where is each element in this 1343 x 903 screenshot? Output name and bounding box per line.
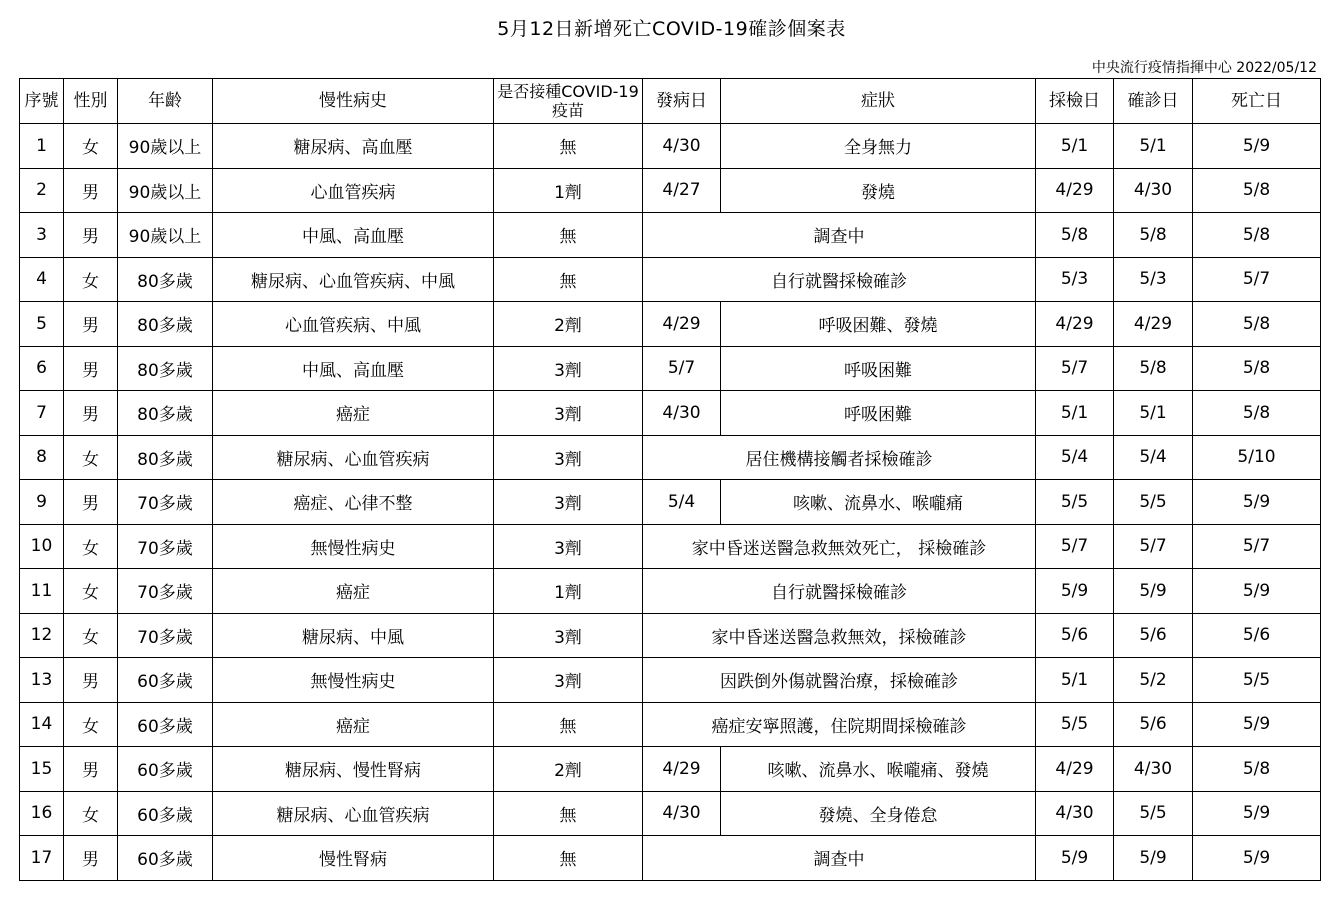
cell-confirm: 5/7 [1114, 524, 1193, 569]
cell-confirm: 4/30 [1114, 747, 1193, 792]
cell-seq: 11 [20, 569, 64, 614]
header-death: 死亡日 [1193, 79, 1321, 124]
cell-symptoms: 咳嗽、流鼻水、喉嚨痛 [721, 480, 1036, 525]
cell-onset: 5/4 [643, 480, 721, 525]
cell-history: 糖尿病、慢性腎病 [213, 747, 494, 792]
table-row [20, 747, 1321, 792]
cell-onset-symptoms-merged: 癌症安寧照護，住院期間採檢確診 [643, 702, 1036, 747]
table-row [20, 302, 1321, 347]
cell-age: 60多歲 [118, 747, 213, 792]
cell-sex: 男 [64, 480, 118, 525]
cell-seq: 5 [20, 302, 64, 347]
header-history: 慢性病史 [213, 79, 494, 124]
cell-death: 5/10 [1193, 435, 1321, 480]
cell-test: 4/30 [1036, 791, 1114, 836]
cell-test: 5/1 [1036, 658, 1114, 703]
header-vaccine: 是否接種COVID-19疫苗 [494, 79, 643, 124]
cell-seq: 6 [20, 346, 64, 391]
cell-vaccine: 3劑 [494, 480, 643, 525]
cell-age: 80多歲 [118, 391, 213, 436]
header-symptoms: 症狀 [721, 79, 1036, 124]
table-row [20, 346, 1321, 391]
cell-confirm: 5/4 [1114, 435, 1193, 480]
cell-symptoms: 發燒、全身倦怠 [721, 791, 1036, 836]
cell-confirm: 5/2 [1114, 658, 1193, 703]
table-row [20, 791, 1321, 836]
header-test: 採檢日 [1036, 79, 1114, 124]
cell-test: 5/9 [1036, 836, 1114, 881]
cell-history: 癌症 [213, 702, 494, 747]
cell-seq: 4 [20, 257, 64, 302]
cell-vaccine: 無 [494, 791, 643, 836]
cell-vaccine: 無 [494, 213, 643, 258]
cell-test: 4/29 [1036, 302, 1114, 347]
cell-sex: 女 [64, 613, 118, 658]
table-row [20, 480, 1321, 525]
cell-death: 5/8 [1193, 302, 1321, 347]
cell-death: 5/6 [1193, 613, 1321, 658]
cell-symptoms: 發燒 [721, 168, 1036, 213]
cell-age: 60多歲 [118, 791, 213, 836]
cell-death: 5/8 [1193, 213, 1321, 258]
cell-history: 糖尿病、心血管疾病 [213, 435, 494, 480]
cell-test: 5/1 [1036, 391, 1114, 436]
cell-history: 糖尿病、心血管疾病 [213, 791, 494, 836]
cell-test: 5/4 [1036, 435, 1114, 480]
cell-seq: 14 [20, 702, 64, 747]
cell-sex: 男 [64, 213, 118, 258]
cell-death: 5/5 [1193, 658, 1321, 703]
cell-onset-symptoms-merged: 調查中 [643, 836, 1036, 881]
cell-seq: 8 [20, 435, 64, 480]
header-sex: 性別 [64, 79, 118, 124]
cell-death: 5/9 [1193, 702, 1321, 747]
header-onset: 發病日 [643, 79, 721, 124]
cell-death: 5/8 [1193, 168, 1321, 213]
cell-sex: 男 [64, 302, 118, 347]
cell-test: 5/3 [1036, 257, 1114, 302]
cell-seq: 7 [20, 391, 64, 436]
cell-sex: 女 [64, 124, 118, 169]
cell-sex: 男 [64, 836, 118, 881]
cell-vaccine: 無 [494, 702, 643, 747]
cell-age: 80多歲 [118, 302, 213, 347]
cell-onset-symptoms-merged: 自行就醫採檢確診 [643, 569, 1036, 614]
cell-vaccine: 2劑 [494, 302, 643, 347]
cell-seq: 13 [20, 658, 64, 703]
cell-onset-symptoms-merged: 居住機構接觸者採檢確診 [643, 435, 1036, 480]
cell-vaccine: 1劑 [494, 168, 643, 213]
cell-test: 5/8 [1036, 213, 1114, 258]
cell-onset: 4/30 [643, 791, 721, 836]
header-seq: 序號 [20, 79, 64, 124]
cell-seq: 10 [20, 524, 64, 569]
cell-seq: 1 [20, 124, 64, 169]
cell-death: 5/7 [1193, 524, 1321, 569]
cell-vaccine: 3劑 [494, 613, 643, 658]
cell-test: 5/5 [1036, 480, 1114, 525]
cell-vaccine: 3劑 [494, 524, 643, 569]
table-row [20, 658, 1321, 703]
cell-confirm: 5/3 [1114, 257, 1193, 302]
cell-seq: 15 [20, 747, 64, 792]
cell-death: 5/9 [1193, 480, 1321, 525]
cell-sex: 女 [64, 524, 118, 569]
cell-history: 心血管疾病 [213, 168, 494, 213]
table-row [20, 124, 1321, 169]
cell-age: 90歲以上 [118, 124, 213, 169]
cell-confirm: 4/30 [1114, 168, 1193, 213]
table-row [20, 569, 1321, 614]
cell-test: 5/7 [1036, 346, 1114, 391]
cell-confirm: 5/6 [1114, 702, 1193, 747]
table-row [20, 613, 1321, 658]
cell-sex: 女 [64, 569, 118, 614]
cell-history: 癌症 [213, 569, 494, 614]
cell-onset: 4/30 [643, 391, 721, 436]
cell-sex: 男 [64, 747, 118, 792]
death-case-table [19, 78, 1321, 881]
cell-onset-symptoms-merged: 家中昏迷送醫急救無效死亡， 採檢確診 [643, 524, 1036, 569]
cell-seq: 16 [20, 791, 64, 836]
cell-history: 癌症、心律不整 [213, 480, 494, 525]
header-row [20, 79, 1321, 124]
cell-vaccine: 3劑 [494, 391, 643, 436]
cell-onset: 4/29 [643, 302, 721, 347]
cell-history: 中風、高血壓 [213, 346, 494, 391]
cell-seq: 9 [20, 480, 64, 525]
cell-sex: 女 [64, 702, 118, 747]
cell-confirm: 5/6 [1114, 613, 1193, 658]
cell-death: 5/8 [1193, 391, 1321, 436]
cell-history: 糖尿病、中風 [213, 613, 494, 658]
cell-death: 5/8 [1193, 346, 1321, 391]
cell-history: 糖尿病、心血管疾病、中風 [213, 257, 494, 302]
cell-test: 4/29 [1036, 747, 1114, 792]
cell-test: 5/6 [1036, 613, 1114, 658]
cell-death: 5/8 [1193, 747, 1321, 792]
cell-age: 80多歲 [118, 257, 213, 302]
cell-vaccine: 無 [494, 124, 643, 169]
cell-symptoms: 全身無力 [721, 124, 1036, 169]
cell-confirm: 5/1 [1114, 391, 1193, 436]
cell-symptoms: 呼吸困難 [721, 391, 1036, 436]
cell-seq: 3 [20, 213, 64, 258]
cell-onset-symptoms-merged: 調查中 [643, 213, 1036, 258]
cell-age: 70多歲 [118, 613, 213, 658]
cell-history: 慢性腎病 [213, 836, 494, 881]
cell-confirm: 5/8 [1114, 213, 1193, 258]
cell-seq: 2 [20, 168, 64, 213]
cell-vaccine: 無 [494, 257, 643, 302]
table-row [20, 213, 1321, 258]
cell-history: 癌症 [213, 391, 494, 436]
cell-onset: 5/7 [643, 346, 721, 391]
cell-vaccine: 2劑 [494, 747, 643, 792]
cell-seq: 12 [20, 613, 64, 658]
cell-death: 5/9 [1193, 836, 1321, 881]
cell-history: 糖尿病、高血壓 [213, 124, 494, 169]
cell-vaccine: 3劑 [494, 435, 643, 480]
cell-death: 5/9 [1193, 124, 1321, 169]
cell-symptoms: 呼吸困難、發燒 [721, 302, 1036, 347]
table-row [20, 836, 1321, 881]
cell-death: 5/9 [1193, 569, 1321, 614]
cell-confirm: 5/5 [1114, 791, 1193, 836]
cell-confirm: 5/9 [1114, 569, 1193, 614]
cell-age: 80多歲 [118, 346, 213, 391]
table-body [20, 124, 1321, 881]
cell-symptoms: 咳嗽、流鼻水、喉嚨痛、發燒 [721, 747, 1036, 792]
cell-test: 5/5 [1036, 702, 1114, 747]
cell-vaccine: 3劑 [494, 658, 643, 703]
source-and-date: 中央流行疫情指揮中心 2022/05/12 [1091, 60, 1317, 76]
cell-sex: 男 [64, 168, 118, 213]
cell-age: 70多歲 [118, 480, 213, 525]
cell-sex: 男 [64, 391, 118, 436]
cell-symptoms: 呼吸困難 [721, 346, 1036, 391]
cell-seq: 17 [20, 836, 64, 881]
cell-sex: 男 [64, 658, 118, 703]
cell-confirm: 5/8 [1114, 346, 1193, 391]
table-row [20, 391, 1321, 436]
cell-age: 70多歲 [118, 524, 213, 569]
cell-test: 4/29 [1036, 168, 1114, 213]
cell-confirm: 5/1 [1114, 124, 1193, 169]
cell-onset: 4/27 [643, 168, 721, 213]
cell-confirm: 5/9 [1114, 836, 1193, 881]
cell-vaccine: 無 [494, 836, 643, 881]
cell-test: 5/7 [1036, 524, 1114, 569]
cell-death: 5/7 [1193, 257, 1321, 302]
cell-sex: 女 [64, 257, 118, 302]
page-title: 5月12日新增死亡COVID-19確診個案表 [497, 18, 846, 40]
cell-onset: 4/29 [643, 747, 721, 792]
cell-age: 80多歲 [118, 435, 213, 480]
cell-onset-symptoms-merged: 家中昏迷送醫急救無效，採檢確診 [643, 613, 1036, 658]
table-row [20, 257, 1321, 302]
table-row [20, 168, 1321, 213]
table-row [20, 524, 1321, 569]
table-row [20, 435, 1321, 480]
cell-confirm: 5/5 [1114, 480, 1193, 525]
header-age: 年齡 [118, 79, 213, 124]
cell-sex: 女 [64, 791, 118, 836]
table-row [20, 702, 1321, 747]
cell-history: 心血管疾病、中風 [213, 302, 494, 347]
cell-vaccine: 1劑 [494, 569, 643, 614]
cell-history: 中風、高血壓 [213, 213, 494, 258]
cell-test: 5/1 [1036, 124, 1114, 169]
cell-age: 70多歲 [118, 569, 213, 614]
cell-age: 60多歲 [118, 658, 213, 703]
cell-death: 5/9 [1193, 791, 1321, 836]
cell-age: 90歲以上 [118, 213, 213, 258]
cell-onset: 4/30 [643, 124, 721, 169]
cell-confirm: 4/29 [1114, 302, 1193, 347]
cell-history: 無慢性病史 [213, 524, 494, 569]
cell-age: 90歲以上 [118, 168, 213, 213]
cell-vaccine: 3劑 [494, 346, 643, 391]
cell-onset-symptoms-merged: 自行就醫採檢確診 [643, 257, 1036, 302]
header-confirm: 確診日 [1114, 79, 1193, 124]
cell-history: 無慢性病史 [213, 658, 494, 703]
cell-age: 60多歲 [118, 702, 213, 747]
cell-age: 60多歲 [118, 836, 213, 881]
cell-onset-symptoms-merged: 因跌倒外傷就醫治療，採檢確診 [643, 658, 1036, 703]
cell-test: 5/9 [1036, 569, 1114, 614]
cell-sex: 男 [64, 346, 118, 391]
cell-sex: 女 [64, 435, 118, 480]
